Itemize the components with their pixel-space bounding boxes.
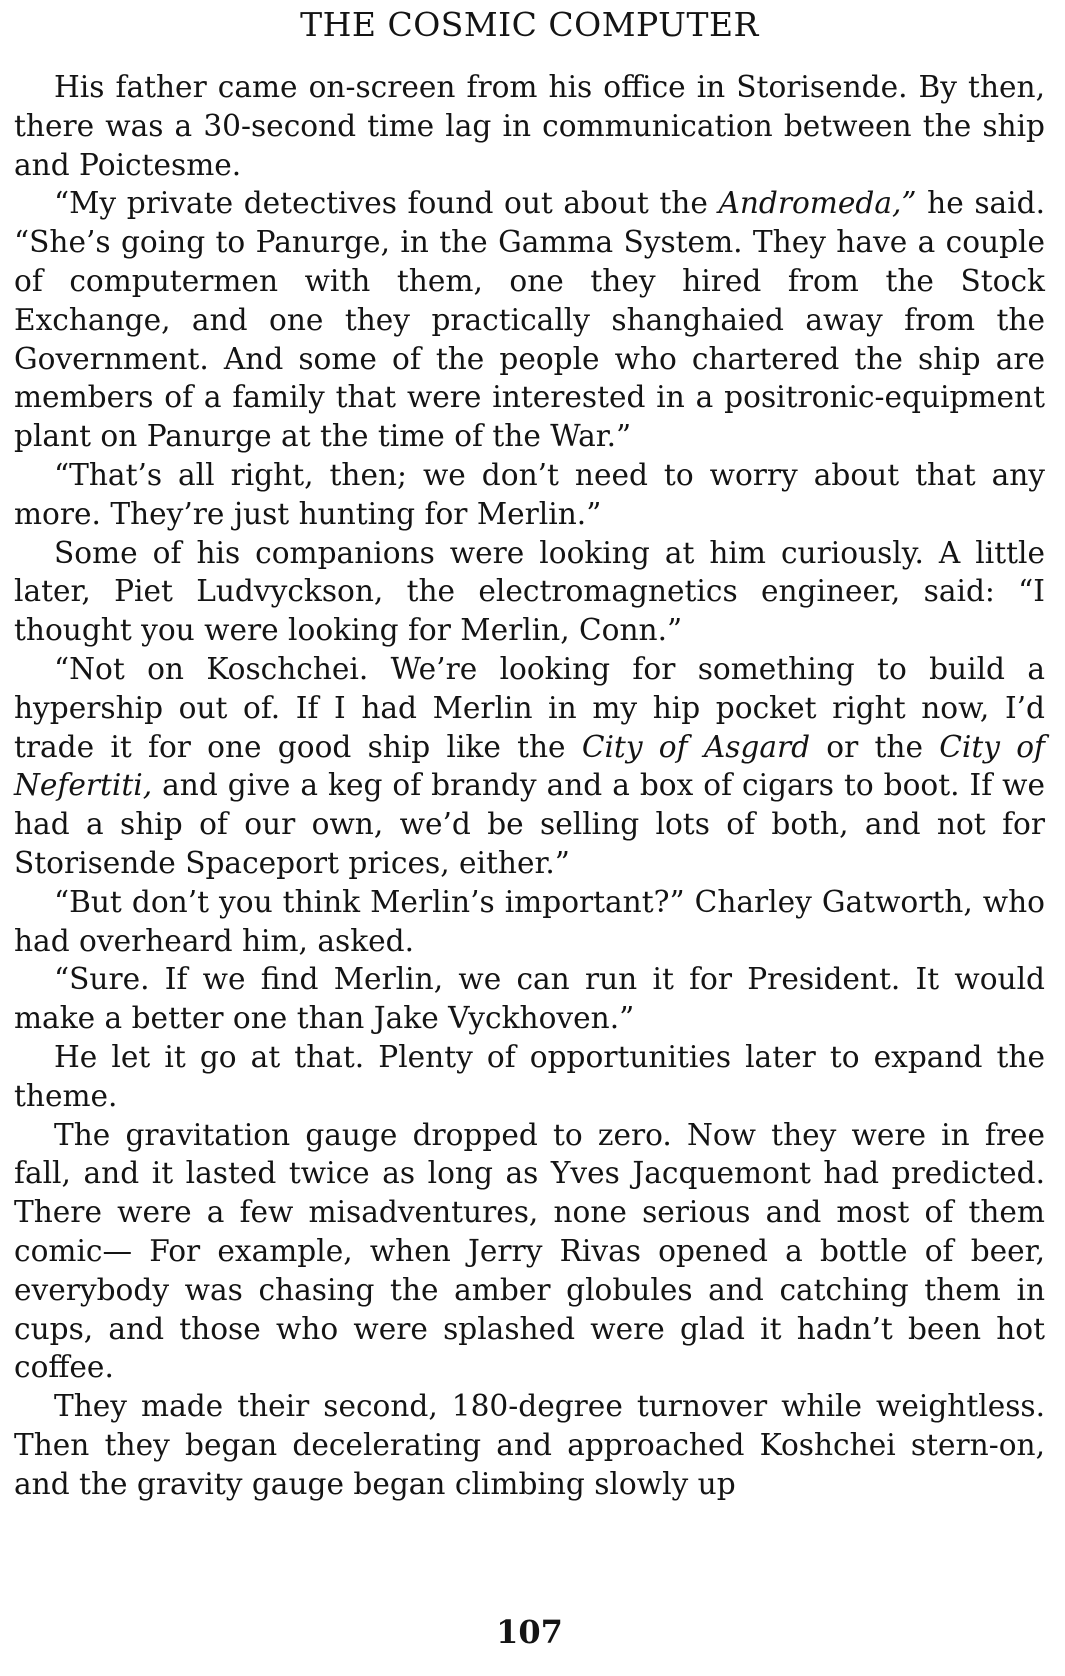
paragraph <box>14 68 1045 184</box>
book-page <box>14 0 1045 1676</box>
text-run: “That’s all right, then; we don’t need to worry about that any more. They’re just hunting for Merlin.” <box>14 457 1045 531</box>
italic-text: City of Asgard <box>581 729 811 764</box>
text-run: “But don’t you think Merlin’s important?” Charley Gatworth, who had overheard him, asked. <box>14 884 1045 958</box>
text-run: They made their second, 180-degree turnover while weightless. Then they began decelerating and approached Koshchei stern-on, and the gravity gauge began climbing slowly up <box>14 1389 1045 1501</box>
text-run: He let it go at that. Plenty of opportunities later to expand the theme. <box>14 1039 1045 1113</box>
body-text <box>14 68 1045 1503</box>
text-run: and give a keg of brandy and a box of cigars to boot. If we had a ship of our own, we’d be selling lots of both, and not for Storisende Spaceport prices, either.” <box>14 768 1045 880</box>
text-run: “Not on Koschchei. We’re looking for something to build a hypership out of. If I had Merlin in my hip pocket right now, I’d trade it for one good ship like the <box>14 651 1045 764</box>
text-run: The gravitation gauge dropped to zero. Now they were in free fall, and it lasted twice as long as Yves Jacquemont had predicted. There were a few misadventures, none serious and most of them comic— For example, when Jerry Rivas opened a bottle of beer, everybody was chasing the amber globules and catching them in cups, and those who were splashed were glad it hadn’t been hot coffee. <box>14 1117 1045 1385</box>
text-run: “Sure. If we find Merlin, we can run it for President. It would make a better one than Jake Vyckhoven.” <box>14 962 1045 1036</box>
text-run: His father came on-screen from his office in Storisende. By then, there was a 30-second time lag in communication between the ship and Poictesme. <box>14 70 1045 182</box>
paragraph <box>14 1387 1045 1503</box>
text-run: “My private detectives found out about the <box>54 186 719 221</box>
text-run: Some of his companions were looking at him curiously. A little later, Piet Ludvyckson, the electromagnetics engineer, said: “I thought you were looking for Merlin, Conn.” <box>14 535 1045 648</box>
paragraph <box>14 184 1045 456</box>
text-run: or the <box>810 729 940 764</box>
page-number: 107 <box>496 1613 563 1651</box>
paragraph <box>14 960 1045 1038</box>
running-title: THE COSMIC COMPUTER <box>300 5 759 44</box>
paragraph <box>14 1038 1045 1116</box>
italic-text: Andromeda,” <box>718 186 917 221</box>
text-run: he said. “She’s going to Panurge, in the Gamma System. They have a couple of computermen with them, one they hired from the Stock Exchange, and one they practically shanghaied away from the Government. And some of the people who chartered the ship are members of a family that were interested in a positronic-equipment plant on Panurge at the time of the War.” <box>14 186 1045 454</box>
paragraph <box>14 883 1045 961</box>
italic-text: City of Nefertiti, <box>14 729 1045 803</box>
paragraph <box>14 650 1045 883</box>
paragraph <box>14 456 1045 534</box>
paragraph <box>14 534 1045 650</box>
paragraph <box>14 1116 1045 1388</box>
